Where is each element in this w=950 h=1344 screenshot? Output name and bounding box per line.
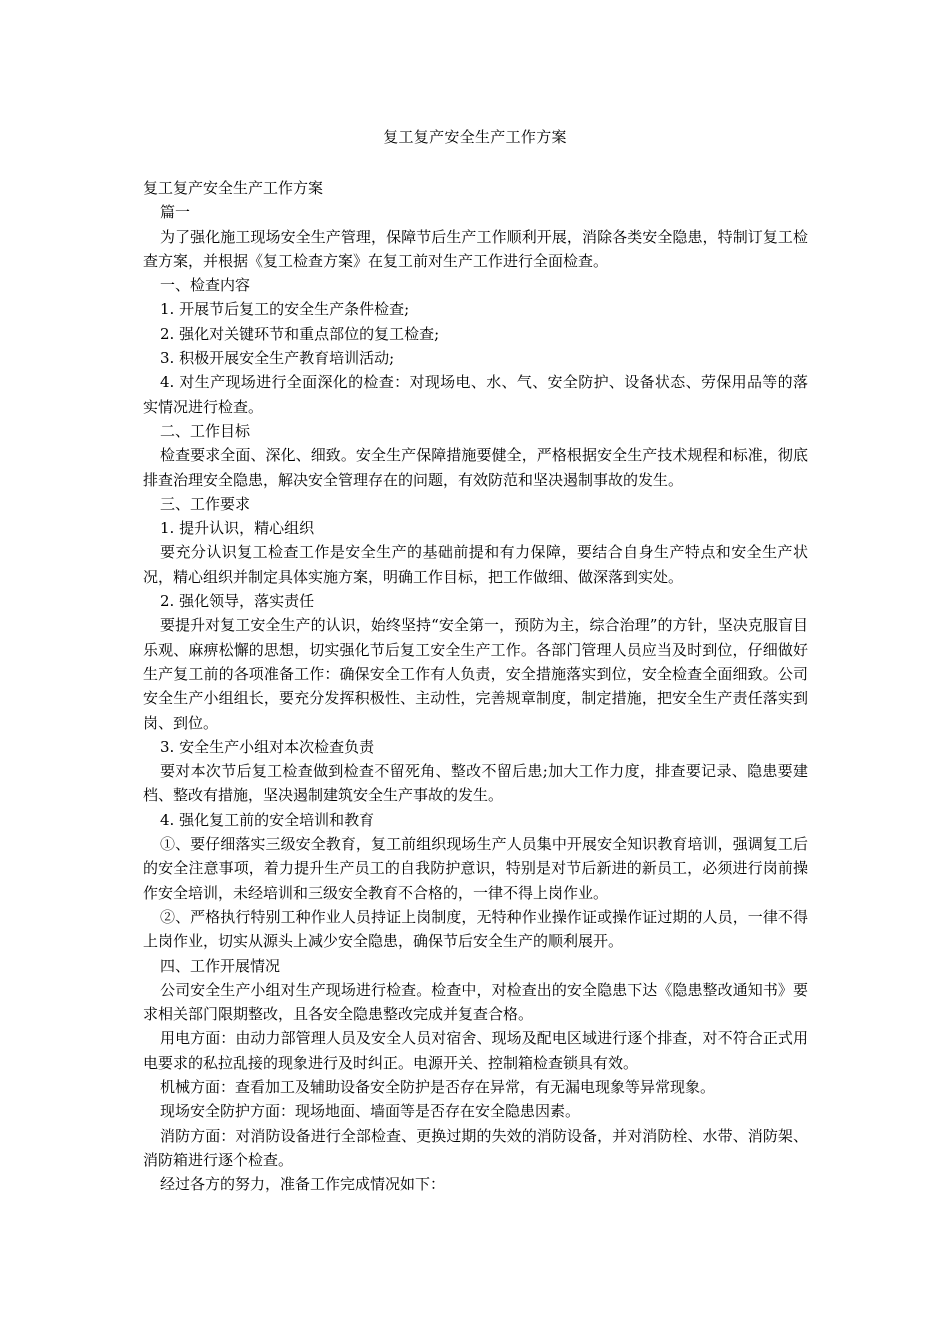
paragraph: 消防方面：对消防设备进行全部检查、更换过期的失效的消防设备，并对消防栓、水带、消防架、消防箱进行逐个检查。 xyxy=(143,1126,808,1169)
paragraph: 3. 积极开展安全生产教育培训活动; xyxy=(160,349,395,368)
paragraph: 用电方面：由动力部管理人员及安全人员对宿舍、现场及配电区域进行逐个排查，对不符合正式用电要求的私拉乱接的现象进行及时纠正。电源开关、控制箱检查锁具有效。 xyxy=(143,1029,808,1072)
paragraph: 一、检查内容 xyxy=(160,276,251,295)
paragraph: 篇一 xyxy=(160,203,191,222)
paragraph: 1. 开展节后复工的安全生产条件检查; xyxy=(160,300,410,319)
paragraph: 机械方面：查看加工及辅助设备安全防护是否存在异常，有无漏电现象等异常现象。 xyxy=(160,1077,716,1096)
paragraph: 2. 强化对关键环节和重点部位的复工检查; xyxy=(160,324,440,343)
paragraph: 三、工作要求 xyxy=(160,494,251,513)
paragraph: ①、要仔细落实三级安全教育，复工前组织现场生产人员集中开展安全知识教育培训，强调复工后的安全注意事项，着力提升生产员工的自我防护意识，特别是对节后新进的新员工，必须进行岗前操作安全培训，未经培训和三级安全教育不合格的，一律不得上岗作业。 xyxy=(143,835,808,902)
paragraph: 4. 强化复工前的安全培训和教育 xyxy=(160,810,375,829)
paragraph: 2. 强化领导，落实责任 xyxy=(160,592,315,611)
paragraph: 4. 对生产现场进行全面深化的检查：对现场电、水、气、安全防护、设备状态、劳保用品等的落实情况进行检查。 xyxy=(143,373,808,416)
paragraph: 要充分认识复工检查工作是安全生产的基础前提和有力保障，要结合自身生产特点和安全生产状况，精心组织并制定具体实施方案，明确工作目标，把工作做细、做深落到实处。 xyxy=(143,543,808,586)
paragraph: ②、严格执行特别工种作业人员持证上岗制度，无特种作业操作证或操作证过期的人员，一律不得上岗作业，切实从源头上减少安全隐患，确保节后安全生产的顺利展开。 xyxy=(143,907,808,951)
document-body xyxy=(143,176,808,1196)
document-title: 复工复产安全生产工作方案 xyxy=(383,128,567,146)
paragraph: 现场安全防护方面：现场地面、墙面等是否存在安全隐患因素。 xyxy=(160,1102,581,1121)
paragraph: 要提升对复工安全生产的认识，始终坚持“安全第一，预防为主，综合治理”的方针，坚决克服盲目乐观、麻痹松懈的思想，切实强化节后复工安全生产工作。各部门管理人员应当及时到位，仔细做好生产复工前的各项准备工作：确保安全工作有人负责，安全措施落实到位，安全检查全面细致。公司安全生产小组组长，要充分发挥积极性、主动性，完善规章制度，制定措施，把安全生产责任落实到岗、到位。 xyxy=(143,616,808,732)
paragraph: 二、工作目标 xyxy=(160,421,251,440)
paragraph: 为了强化施工现场安全生产管理，保障节后生产工作顺利开展，消除各类安全隐患，特制订复工检查方案，并根据《复工检查方案》在复工前对生产工作进行全面检查。 xyxy=(143,227,808,270)
paragraph: 复工复产安全生产工作方案 xyxy=(143,179,324,197)
paragraph: 1. 提升认识，精心组织 xyxy=(160,519,315,538)
paragraph: 检查要求全面、深化、细致。安全生产保障措施要健全，严格根据安全生产技术规程和标准，彻底排查治理安全隐患，解决安全管理存在的问题，有效防范和坚决遏制事故的发生。 xyxy=(143,446,808,489)
paragraph: 要对本次节后复工检查做到检查不留死角、整改不留后患;加大工作力度，排查要记录、隐患要建档、整改有措施，坚决遏制建筑安全生产事故的发生。 xyxy=(143,762,808,805)
paragraph: 四、工作开展情况 xyxy=(160,956,281,975)
paragraph: 公司安全生产小组对生产现场进行检查。检查中，对检查出的安全隐患下达《隐患整改通知书》要求相关部门限期整改，且各安全隐患整改完成并复查合格。 xyxy=(143,980,808,1024)
paragraph: 经过各方的努力，准备工作完成情况如下： xyxy=(160,1175,446,1194)
paragraph: 3. 安全生产小组对本次检查负责 xyxy=(160,737,375,756)
